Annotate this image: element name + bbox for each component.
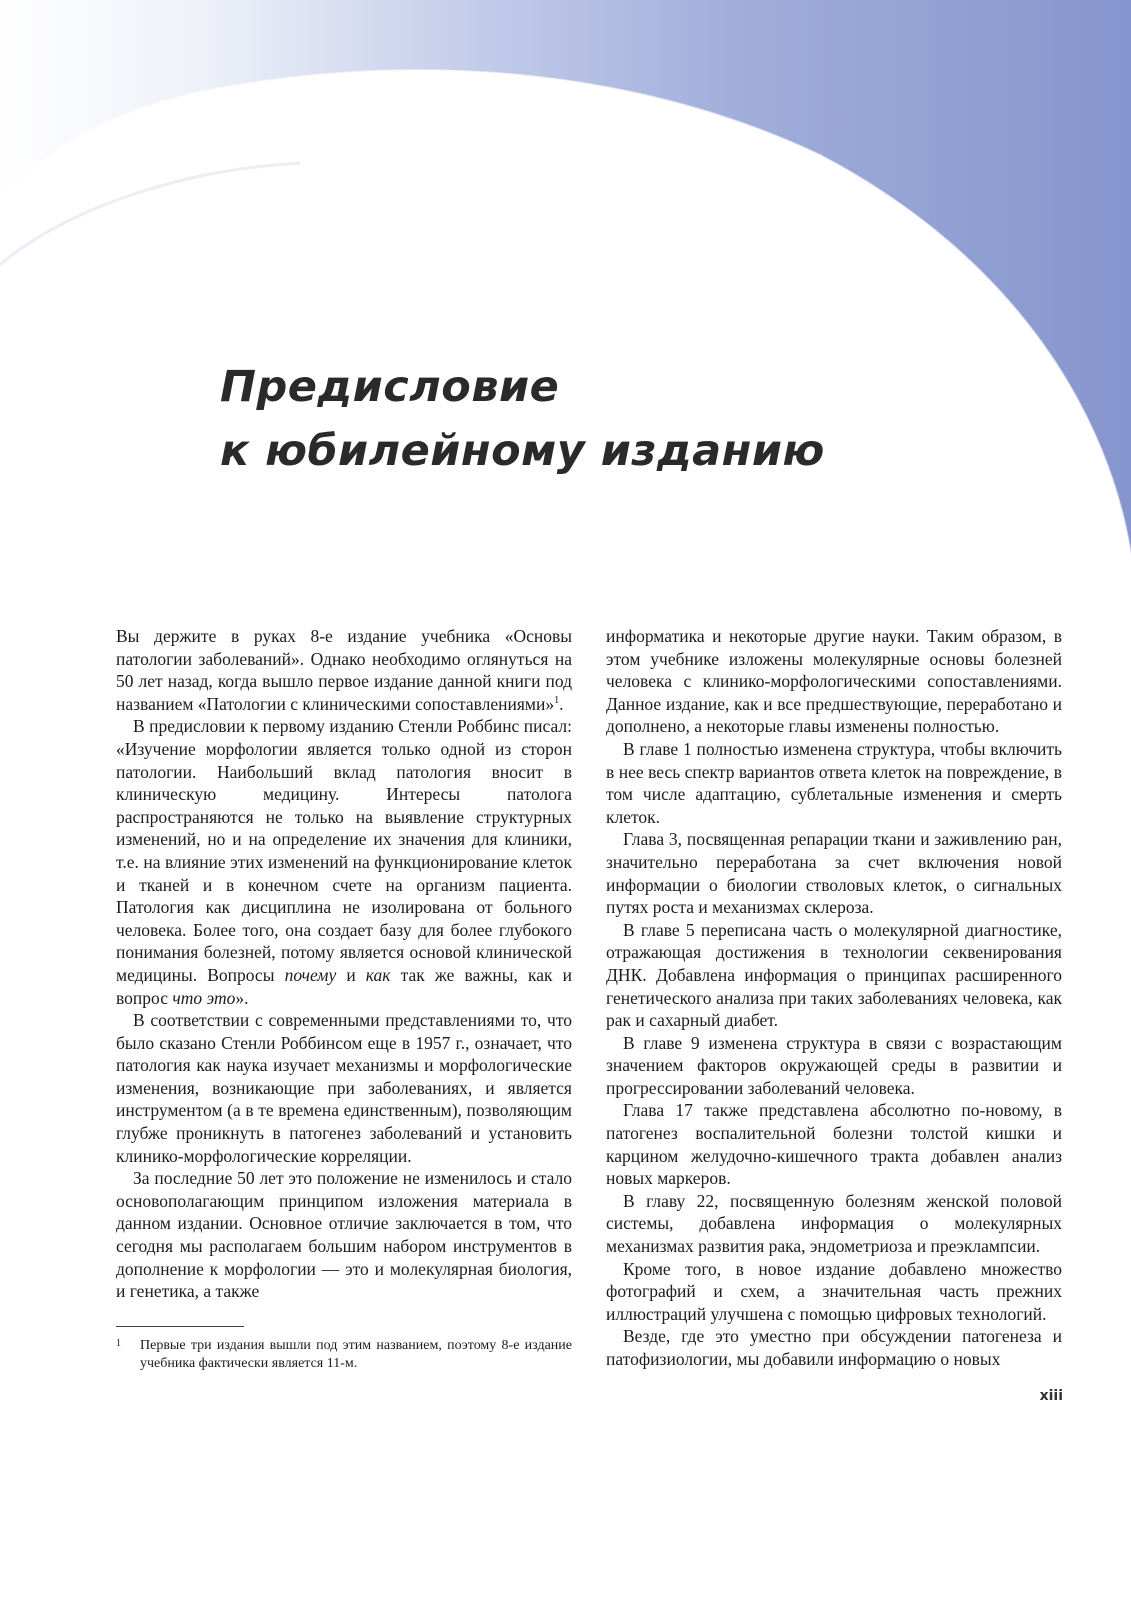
footnote-text: Первые три издания вышли под этим названием, поэтому 8-е издание учебника фактически является 11-м.	[140, 1338, 572, 1371]
page-title-line-1: Предисловие	[220, 362, 560, 412]
page-number: xiii	[1039, 1388, 1063, 1404]
paragraph-pathogenesis: Везде, где это уместно при обсуждении патогенеза и патофизиологии, мы добавили информацию о новых	[606, 1326, 1062, 1369]
footnote-divider	[116, 1326, 244, 1327]
paragraph-intro-text: Вы держите в руках 8-е издание учебника «Основы патологии заболеваний». Однако необходимо оглянуться на 50 лет назад, когда вышло первое издание данной книги под названием «Патологии с клиническими сопоставлениями»	[116, 626, 572, 714]
right-column	[606, 625, 1062, 1371]
paragraph-chapter-22: В главу 22, посвященную болезням женской половой системы, добавлена информация о молекулярных механизмах развития рака, эндометриоза и преэклампсии.	[606, 1190, 1062, 1257]
footnote-ref: 1	[554, 694, 560, 706]
quote-text-d: ».	[235, 987, 249, 1008]
paragraph-intro	[116, 625, 572, 715]
header-band-shadow	[0, 163, 300, 265]
paragraph-robbins-quote	[116, 715, 572, 1009]
paragraph-illustrations: Кроме того, в новое издание добавлено множество фотографий и схем, а значительная часть прежних иллюстраций улучшена с помощью цифровых технологий.	[606, 1258, 1062, 1324]
paragraph-intro-end: .	[559, 693, 564, 714]
paragraph-continuation: информатика и некоторые другие науки. Таким образом, в этом учебнике изложены молекулярные основы болезней человека с клинико-морфологическими сопоставлениями. Данное издание, как и все предшествующие, переработано и дополнено, а некоторые главы изменены полностью.	[606, 626, 1062, 737]
quote-emphasis-how: как	[365, 964, 391, 985]
page-title-line-2: к юбилейному изданию	[220, 426, 825, 476]
paragraph-chapter-3: Глава 3, посвященная репарации ткани и заживлению ран, значительно переработана за счет включения новой информации о биологии стволовых клеток, о сигнальных путях роста и механизмах склероза.	[606, 829, 1062, 918]
paragraph-chapter-5: В главе 5 переписана часть о молекулярной диагностике, отражающая достижения в технологии секвенирования ДНК. Добавлена информация о принципах расширенного генетического анализа при таких заболеваниях человека, как рак и сахарный диабет.	[606, 919, 1062, 1031]
footnote-mark: 1	[116, 1338, 121, 1349]
quote-text-c: так же важны, как и вопрос	[116, 964, 572, 1008]
paragraph-chapter-1: В главе 1 полностью изменена структура, чтобы включить в нее весь спектр вариантов ответа клеток на повреждение, в том числе адаптацию, сублетальные изменения и смерть клеток.	[606, 738, 1062, 827]
quote-emphasis-why: почему	[284, 964, 337, 985]
left-column	[116, 625, 572, 1303]
paragraph-chapter-17: Глава 17 также представлена абсолютно по-новому, в патогенез воспалительной болезни толстой кишки и карцином желудочно-кишечного тракта добавлен анализ новых маркеров.	[606, 1100, 1062, 1189]
quote-text-a: В предисловии к первому изданию Стенли Роббинс писал: «Изучение морфологии является только одной из сторон патологии. Наибольший вклад патология вносит в клиническую медицину. Интересы патолога распространяются не только на выявление структурных изменений, но и на определение их значения для клиники, т.е. на влияние этих изменений на функционирование клеток и тканей и в конечном счете на организм пациента. Патология как дисциплина не изолирована от больного человека. Более того, она создает базу для более глубокого понимания болезней, потому является основой клинической медицины. Вопросы	[116, 716, 572, 985]
quote-text-b: и	[336, 964, 366, 985]
footnote	[116, 1337, 572, 1373]
paragraph-last-50-years: За последние 50 лет это положение не изменилось и стало основополагающим принципом изложения материала в данном издании. Основное отличие заключается в том, что сегодня мы располагаем большим набором инструментов в дополнение к морфологии — это и молекулярная биология, и генетика, а также	[116, 1168, 572, 1302]
paragraph-modern-view: В соответствии с современными представлениями то, что было сказано Стенли Роббинсом еще в 1957 г., означает, что патология как наука изучает механизмы и морфологические изменения, возникающие при заболеваниях, и является инструментом (а в те времена единственным), позволяющим глубже проникнуть в патогенез заболеваний и установить клинико-морфологические корреляции.	[116, 1010, 572, 1166]
page-title	[220, 355, 825, 483]
paragraph-chapter-9: В главе 9 изменена структура в связи с возрастающим значением факторов окружающей среды в развитии и прогрессировании заболеваний человека.	[606, 1032, 1062, 1098]
quote-emphasis-what: что это	[172, 987, 236, 1008]
